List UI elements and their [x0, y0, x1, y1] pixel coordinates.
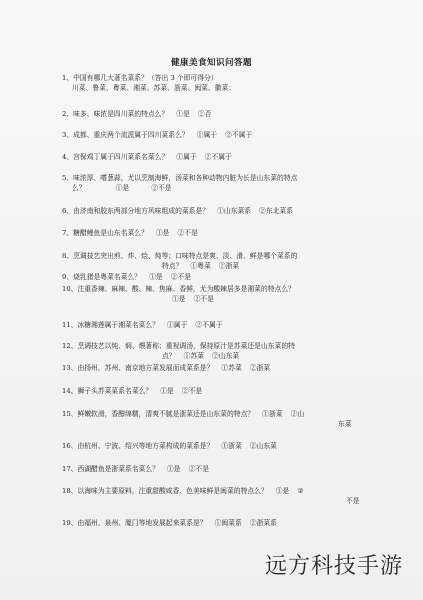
question-19: 19、由福州、泉州、厦门等地发展起来菜系是？ ①闽菜系 ②浙菜系 — [62, 519, 277, 527]
question-17: 17、西湖醋鱼是浙菜系名菜么？ ①是 ②不是 — [62, 465, 209, 473]
question-15: 15、鲜嫩软滑，香醇绵糯，清爽不腻是浙菜还是山东菜的特点？ ①浙菜 ②山 东菜 — [62, 410, 352, 428]
question-16: 16、由杭州、宁波、绍兴等地方菜构成的菜系是？ ①浙菜 ②山东菜 — [62, 442, 277, 450]
question-13: 13、由扬州、苏州、南京地方菜发展而成菜系是？ ①苏菜 ②浙菜 — [62, 364, 271, 372]
question-14: 14、狮子头苏菜菜系名菜么？ ①是 ②不是 — [62, 387, 203, 395]
watermark-text: 远方科技手游 — [264, 554, 403, 579]
question-11: 11、冰糖湘莲属于湘菜名菜么？ ①属于 ②不属于 — [62, 321, 223, 329]
question-18: 18、以海味为主要原料，注重甜酸咸香、色美味鲜是闽菜的特点么？ ①是 ② 不是 — [62, 487, 360, 505]
question-4: 4、宫保鸡丁属于四川菜系名菜么？ ①属于 ②不属于 — [62, 153, 232, 161]
question-12: 12、烹调技艺以炖、焖、煨著称；重视调汤，保持原汁是苏菜还是山东菜的特 点？ ①苏菜 ②山东菜 — [62, 342, 295, 360]
question-1: 1、中国有哪几大著名菜系？（答出 3 个即可得分） 川菜、鲁菜、粤菜、湘菜、苏菜、浙菜、闽菜、徽菜； — [62, 74, 236, 92]
page-title: 健康美食知识问答题 — [170, 58, 252, 68]
question-9: 9、烧乳猪是粤菜名菜么？ ①是 ②不是 — [62, 273, 192, 281]
question-8: 8、烹调技艺突出煎、炸、烩、炖等；口味特点是爽、淡、滑、鲜是哪个菜系的 特点？ ①粤菜 ②浙菜 — [62, 252, 298, 270]
question-3: 3、成都、重庆两个流派属于四川菜系么？ ①属于 ②不属于 — [62, 131, 253, 139]
question-6: 6、由济南和胶东两部分地方风味组成的菜系是？ ①山东菜系 ②东北菜系 — [62, 207, 294, 215]
question-7: 7、糖醋鲤鱼是山东名菜么？ ①是 ②不是 — [62, 229, 198, 237]
question-5: 5、味浓厚、嗜葱蒜，尤以烹制海鲜，汤菜和各种动物内脏为长是山东菜的特点 么？ ①是 ②不是 — [62, 174, 298, 192]
question-2: 2、味多、味浓是四川菜的特点么？ ①是 ②否 — [62, 110, 212, 118]
question-10: 10、注重香辣、麻辣、酸、辣、焦麻、香鲜，尤为酸辣居多是湘菜的特点么？ ①是 ②不是 — [62, 285, 295, 303]
